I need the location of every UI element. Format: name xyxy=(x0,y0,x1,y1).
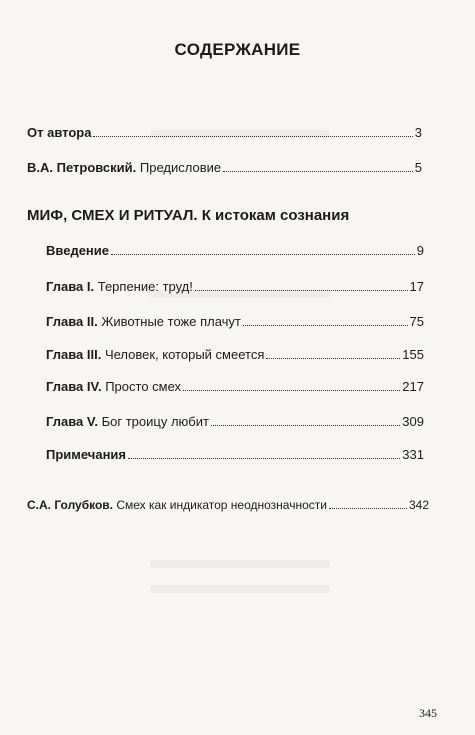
dot-leader xyxy=(266,358,400,359)
toc-entry-title: Бог троицу любит xyxy=(101,414,209,429)
section-title-main: МИФ, СМЕХ И РИТУАЛ. xyxy=(27,207,198,224)
toc-entry-page: 155 xyxy=(402,347,424,362)
toc-entry-page: 3 xyxy=(414,125,422,140)
toc-entry-title: Просто смех xyxy=(105,379,182,394)
contents-heading: СОДЕРЖАНИЕ xyxy=(174,40,301,59)
show-through-text xyxy=(150,560,330,568)
toc-entry-title: Терпение: труд! xyxy=(97,279,193,294)
dot-leader xyxy=(329,508,407,509)
toc-entry-label: Введение xyxy=(46,243,109,258)
toc-entry-author: В.А. Петровский. xyxy=(27,160,137,175)
dot-leader xyxy=(243,325,408,326)
dot-leader xyxy=(183,390,400,391)
page-number: 345 xyxy=(419,706,437,720)
dot-leader xyxy=(93,136,412,137)
toc-entry-page: 217 xyxy=(402,379,424,394)
toc-entry-chapter-2[interactable] xyxy=(46,314,424,329)
toc-entry-page: 342 xyxy=(408,498,429,512)
toc-entry-label: Глава II. xyxy=(46,314,98,329)
toc-entry-notes[interactable] xyxy=(46,447,424,462)
toc-entry-page: 9 xyxy=(416,243,424,258)
toc-entry-chapter-5[interactable] xyxy=(46,414,424,429)
toc-entry-label: Примечания xyxy=(46,447,127,462)
toc-entry-label: Глава V. xyxy=(46,414,98,429)
toc-entry-page: 5 xyxy=(414,160,422,175)
toc-entry-chapter-1[interactable] xyxy=(46,279,424,294)
toc-entry-introduction[interactable] xyxy=(46,243,424,258)
toc-entry-label: Глава III. xyxy=(46,347,102,362)
dot-leader xyxy=(223,171,413,172)
toc-entry-page: 75 xyxy=(409,314,424,329)
section-title xyxy=(27,207,349,224)
dot-leader xyxy=(195,290,408,291)
toc-entry-title: Животные тоже плачут xyxy=(101,314,241,329)
section-subtitle: К истокам сознания xyxy=(201,207,350,224)
toc-entry-page: 17 xyxy=(409,279,424,294)
toc-entry-title: Смех как индикатор неоднозначности xyxy=(116,498,327,512)
dot-leader xyxy=(128,458,400,459)
toc-entry-foreword[interactable] xyxy=(27,160,422,175)
toc-entry-afterword[interactable] xyxy=(27,498,429,512)
dot-leader xyxy=(211,425,400,426)
toc-entry-title: Человек, который смеется xyxy=(104,347,265,362)
toc-entry-author: От автора xyxy=(27,125,92,140)
toc-entry-chapter-4[interactable] xyxy=(46,379,424,394)
show-through-text xyxy=(150,585,330,593)
toc-entry-title: Предисловие xyxy=(139,160,222,175)
toc-entry-label: Глава I. xyxy=(46,279,95,294)
toc-entry-page: 331 xyxy=(402,447,424,462)
toc-entry-chapter-3[interactable] xyxy=(46,347,424,362)
toc-entry-page: 309 xyxy=(402,414,424,429)
toc-entry-author: С.А. Голубков. xyxy=(27,498,114,512)
dot-leader xyxy=(111,254,415,255)
toc-entry-from-author[interactable] xyxy=(27,125,422,140)
toc-entry-label: Глава IV. xyxy=(46,379,102,394)
